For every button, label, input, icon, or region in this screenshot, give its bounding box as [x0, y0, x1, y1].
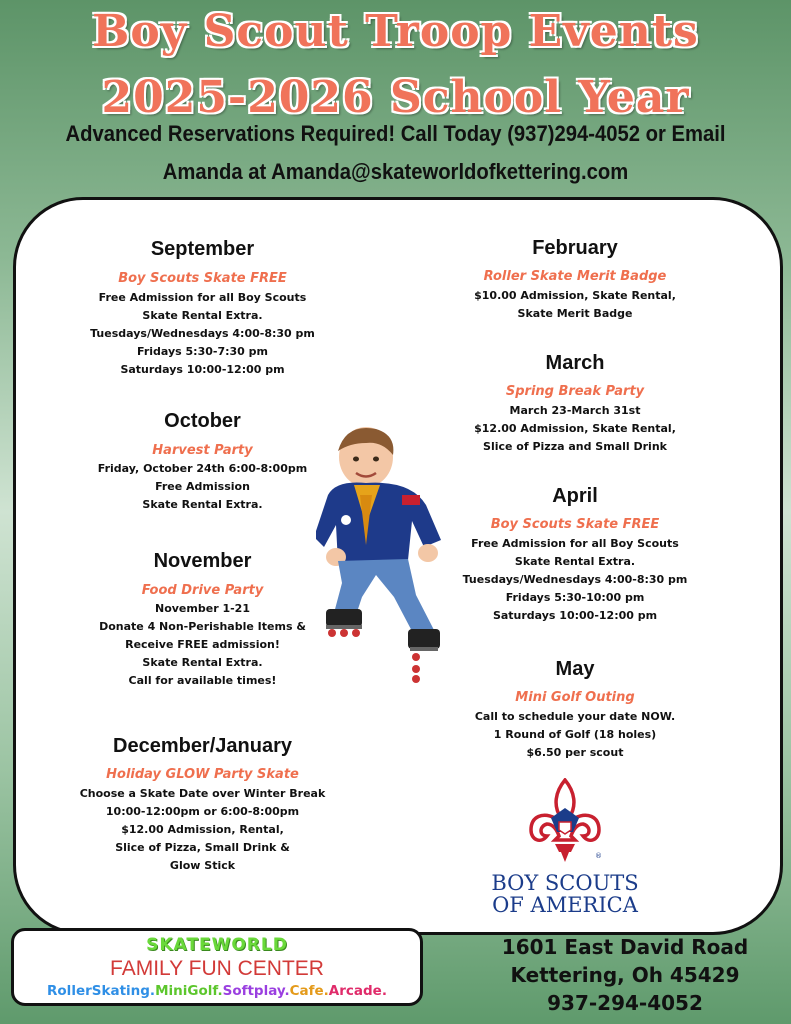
detail-line: Skate Rental Extra. — [142, 656, 263, 669]
detail-line: Tuesdays/Wednesdays 4:00-8:30 pm — [462, 573, 688, 586]
detail-line: Fridays 5:30-10:00 pm — [505, 591, 645, 604]
detail-line: Choose a Skate Date over Winter Break — [79, 787, 326, 800]
address-city: Kettering, Oh 45429 — [510, 963, 740, 987]
bsa-line-1: BOY SCOUTS — [491, 871, 639, 895]
detail-line: $12.00 Admission, Skate Rental, — [474, 422, 676, 435]
detail-line: $12.00 Admission, Rental, — [121, 823, 284, 836]
skateworld-logo-box — [11, 928, 423, 1006]
tagline-rollerskating: RollerSkating. — [47, 983, 156, 999]
detail-line: $6.50 per scout — [526, 746, 624, 759]
event-title: Mini Golf Outing — [515, 690, 635, 705]
fleur-de-lis-logo-icon — [525, 778, 605, 864]
skateworld-subtitle: FAMILY FUN CENTER — [110, 957, 324, 980]
event-title: Harvest Party — [152, 443, 253, 458]
registered-mark: ® — [595, 852, 602, 860]
event-details — [60, 460, 345, 514]
detail-line: Slice of Pizza, Small Drink & — [115, 841, 290, 854]
event-details — [60, 600, 345, 690]
detail-line: 1 Round of Golf (18 holes) — [493, 728, 657, 741]
detail-line: Skate Rental Extra. — [514, 555, 636, 568]
month-heading: October — [164, 410, 241, 432]
event-details — [420, 535, 730, 625]
tagline-softplay: Softplay. — [222, 983, 290, 999]
address-street: 1601 East David Road — [501, 935, 749, 959]
boy-scout-skater-image — [316, 425, 456, 685]
event-details — [60, 785, 345, 875]
detail-line: Fridays 5:30-7:30 pm — [137, 345, 268, 358]
event-details — [420, 287, 730, 323]
detail-line: 10:00-12:00pm or 6:00-8:00pm — [105, 805, 300, 818]
detail-line: Free Admission — [155, 480, 250, 493]
skateworld-brand: SKATEWORLD — [146, 935, 288, 955]
detail-line: $10.00 Admission, Skate Rental, — [474, 289, 676, 302]
bsa-line-2: OF AMERICA — [492, 893, 638, 917]
event-title: Spring Break Party — [505, 384, 645, 399]
detail-line: Saturdays 10:00-12:00 pm — [120, 363, 285, 376]
month-heading: November — [153, 550, 252, 572]
month-heading: May — [555, 658, 595, 680]
contact-email-line: Amanda at Amanda@skateworldofkettering.com — [162, 159, 629, 184]
detail-line: Free Admission for all Boy Scouts — [471, 537, 679, 550]
detail-line: November 1-21 — [155, 602, 250, 615]
detail-line: Receive FREE admission! — [125, 638, 280, 651]
detail-line: Skate Rental Extra. — [142, 498, 263, 511]
page-subtitle-year: 2025-2026 School Year — [101, 72, 690, 123]
month-heading: September — [150, 238, 255, 260]
detail-line: Call to schedule your date NOW. — [474, 710, 676, 723]
detail-line: Saturdays 10:00-12:00 pm — [492, 609, 658, 622]
detail-line: Glow Stick — [169, 859, 236, 872]
detail-line: Friday, October 24th 6:00-8:00pm — [97, 462, 308, 475]
reservation-notice: Advanced Reservations Required! Call Today (937)294-4052 or Email — [65, 121, 726, 146]
event-title: Holiday GLOW Party Skate — [106, 767, 299, 782]
month-heading: April — [552, 485, 598, 507]
bsa-wordmark — [470, 872, 660, 916]
detail-line: Call for available times! — [128, 674, 277, 687]
tagline-arcade: Arcade. — [328, 983, 387, 999]
detail-line: Skate Merit Badge — [517, 307, 633, 320]
detail-line: Slice of Pizza and Small Drink — [483, 440, 667, 453]
detail-line: Tuesdays/Wednesdays 4:00-8:30 pm — [90, 327, 315, 340]
skateworld-tagline — [14, 983, 420, 999]
event-title: Boy Scouts Skate FREE — [490, 517, 660, 532]
month-heading: December/January — [113, 735, 292, 757]
address-phone: 937-294-4052 — [547, 991, 703, 1015]
month-heading: February — [532, 237, 618, 259]
event-details — [420, 402, 730, 456]
event-details — [420, 708, 730, 762]
event-details — [60, 289, 345, 379]
detail-line: March 23-March 31st — [509, 404, 641, 417]
tagline-cafe: Cafe. — [289, 983, 329, 999]
page-title: Boy Scout Troop Events — [92, 6, 699, 57]
month-heading: March — [545, 352, 605, 374]
event-title: Food Drive Party — [141, 583, 264, 598]
event-title: Boy Scouts Skate FREE — [118, 271, 287, 286]
detail-line: Free Admission for all Boy Scouts — [98, 291, 307, 304]
event-title: Roller Skate Merit Badge — [483, 269, 667, 284]
tagline-minigolf: MiniGolf. — [155, 983, 223, 999]
detail-line: Donate 4 Non-Perishable Items & — [99, 620, 306, 633]
detail-line: Skate Rental Extra. — [142, 309, 263, 322]
